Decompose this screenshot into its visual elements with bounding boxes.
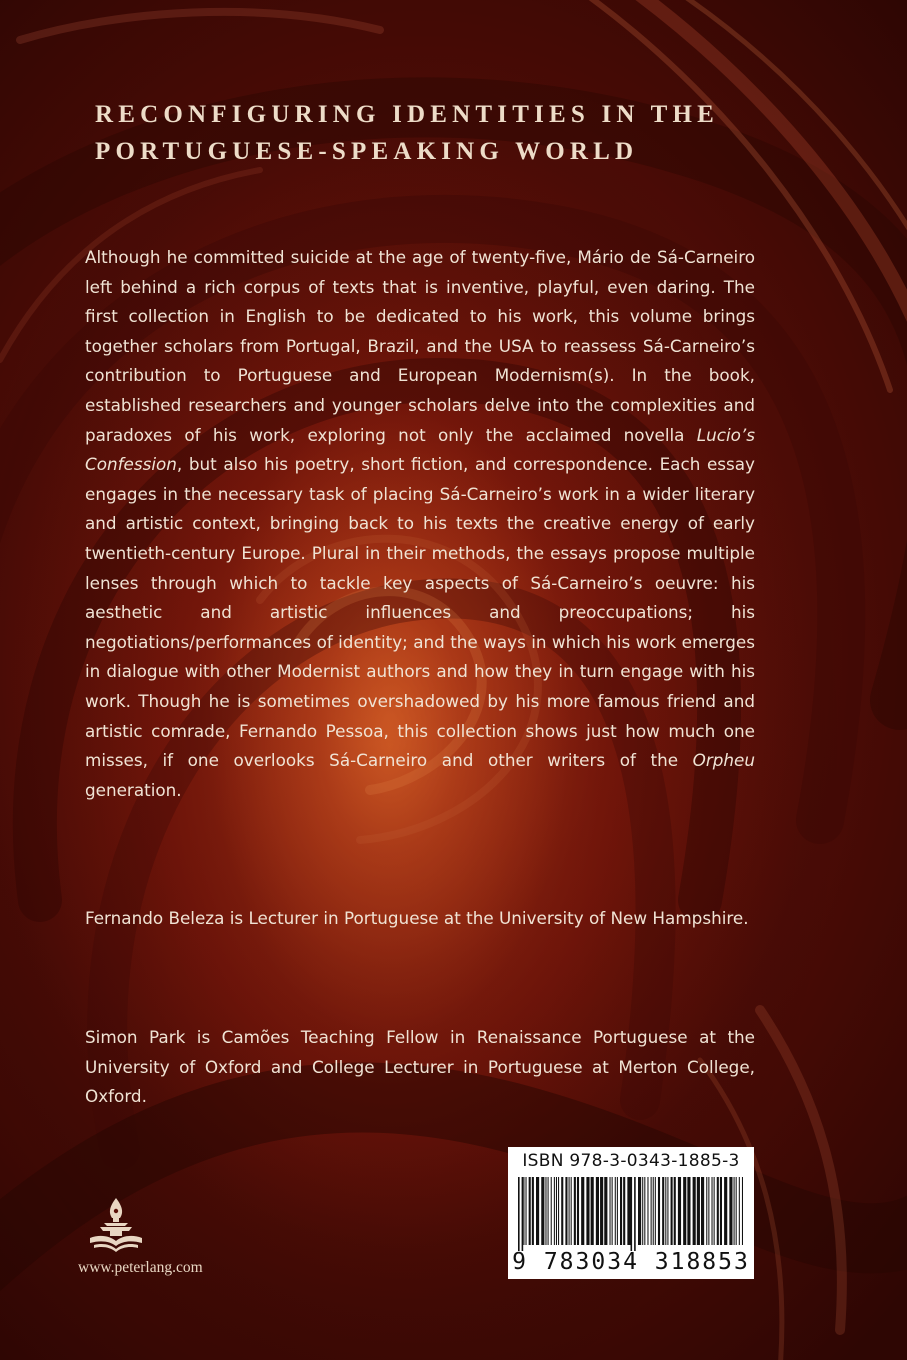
editor-bio-beleza: Fernando Beleza is Lecturer in Portuguese at the University of New Hampshire. xyxy=(85,908,749,928)
series-title-line-2: PORTUGUESE-SPEAKING WORLD xyxy=(95,138,639,165)
barcode-guard-bar xyxy=(634,1177,636,1251)
barcode-bar xyxy=(556,1177,557,1245)
barcode-bar xyxy=(712,1177,713,1245)
barcode-bar xyxy=(720,1177,722,1245)
barcode-bar xyxy=(551,1177,552,1245)
barcode-bar xyxy=(586,1177,589,1245)
barcode-bar xyxy=(674,1177,676,1245)
barcode-bar xyxy=(658,1177,660,1245)
barcode-bar xyxy=(717,1177,719,1245)
barcode-bar xyxy=(739,1177,740,1245)
barcode-bar xyxy=(523,1177,524,1245)
publisher-website: www.peterlang.com xyxy=(78,1259,203,1276)
barcode-bar xyxy=(591,1177,594,1245)
barcode-digits: 9 783034 318853 xyxy=(512,1249,750,1275)
barcode-bar xyxy=(545,1177,546,1245)
barcode-bar xyxy=(548,1177,549,1245)
barcode-bar xyxy=(604,1177,607,1245)
barcode-bar xyxy=(615,1177,616,1245)
description-text-3: generation. xyxy=(85,779,182,800)
book-description xyxy=(85,243,755,805)
barcode-bar xyxy=(627,1177,630,1245)
barcode-bars xyxy=(516,1177,746,1251)
barcode-bar xyxy=(667,1177,668,1245)
barcode-bar xyxy=(693,1177,696,1245)
barcode-bar xyxy=(581,1177,584,1245)
barcode-bar xyxy=(683,1177,686,1245)
editor-bio-park: Simon Park is Camões Teaching Fellow in Renaissance Portuguese at the University of Oxford and College Lecturer in Portuguese at Merton College, Oxford. xyxy=(85,1027,755,1107)
barcode-bar xyxy=(638,1177,641,1245)
barcode-guard-bar xyxy=(631,1177,633,1251)
barcode-bar xyxy=(724,1177,727,1245)
barcode-bar xyxy=(620,1177,622,1245)
barcode-bar xyxy=(526,1177,527,1245)
series-title-line-1: RECONFIGURING IDENTITIES IN THE xyxy=(95,101,720,128)
peter-lang-logo-icon xyxy=(86,1196,146,1254)
barcode-bar xyxy=(662,1177,664,1245)
barcode-bar xyxy=(701,1177,704,1245)
barcode-bar xyxy=(536,1177,539,1245)
barcode-bar xyxy=(610,1177,611,1245)
barcode-bar xyxy=(617,1177,618,1245)
barcode-bar xyxy=(708,1177,709,1245)
barcode-bar xyxy=(532,1177,534,1245)
orpheu-title: Orpheu xyxy=(692,750,755,771)
barcode-bar xyxy=(655,1177,656,1245)
barcode-guard-bar xyxy=(522,1177,524,1251)
barcode-bar xyxy=(569,1177,570,1245)
barcode-bar xyxy=(736,1177,737,1245)
barcode-bar xyxy=(623,1177,625,1245)
barcode-guard-bar xyxy=(518,1177,520,1251)
barcode-bar xyxy=(734,1177,735,1245)
barcode-bar xyxy=(687,1177,690,1245)
barcode-bar xyxy=(561,1177,563,1245)
barcode-bar xyxy=(596,1177,599,1245)
barcode-bar xyxy=(653,1177,654,1245)
barcode-bar xyxy=(671,1177,673,1245)
barcode-bar xyxy=(600,1177,603,1245)
barcode-bar xyxy=(541,1177,544,1245)
barcode-bar xyxy=(742,1177,743,1245)
description-text-1: Although he committed suicide at the age of twenty-five, Mário de Sá-Carneiro left behind a rich corpus of texts that is inventive, playful, even daring. The first collection in English to be dedicated to his work, this volume brings together scholars from Portugal, Brazil, and the USA to reassess Sá-Carneiro’s contribution to Portuguese and European Modernism(s). In the book, established researchers and younger scholars delve into the complexities and paradoxes of his work, exploring not only the acclaimed novella xyxy=(85,247,755,445)
novella-title: Lucio’s Confession xyxy=(85,424,755,475)
barcode-bar xyxy=(651,1177,652,1245)
series-title xyxy=(95,96,835,170)
barcode-bar xyxy=(665,1177,666,1245)
isbn-label: ISBN 978-3-0343-1885-3 xyxy=(522,1151,740,1171)
barcode-bar xyxy=(577,1177,579,1245)
description-text-2: , but also his poetry, short fiction, and correspondence. Each essay engages in the necessary task of placing Sá-Carneiro’s work in a wider literary and artistic context, bringing back to his texts the creative energy of early twentieth-century Europe. Plural in their methods, the essays propose multiple lenses through which to tackle key aspects of Sá-Carneiro’s oeuvre: his aesthetic and artistic influences and preoccupations; his negotiations/performances of identity; and the ways in which his work emerges in dialogue with other Modernist authors and how they in turn engage with his work. Though he is sometimes overshadowed by his more famous friend and artistic comrade, Fernando Pessoa, this collection shows just how much one misses, if one overlooks Sá-Carneiro and other writers of the xyxy=(85,454,755,771)
barcode-bar xyxy=(644,1177,645,1245)
barcode-bar xyxy=(642,1177,643,1245)
barcode-bar xyxy=(714,1177,715,1245)
barcode-bar xyxy=(729,1177,732,1245)
barcode-bar xyxy=(571,1177,572,1245)
barcode-bar xyxy=(697,1177,700,1245)
barcode-bar xyxy=(554,1177,555,1245)
barcode-bar xyxy=(612,1177,613,1245)
barcode-bar xyxy=(529,1177,531,1245)
barcode-bar xyxy=(574,1177,576,1245)
barcode-bar xyxy=(706,1177,707,1245)
barcode-bar xyxy=(678,1177,681,1245)
barcode-bar xyxy=(647,1177,648,1245)
barcode-bar xyxy=(558,1177,559,1245)
barcode-bar xyxy=(565,1177,567,1245)
isbn-barcode xyxy=(508,1147,754,1279)
